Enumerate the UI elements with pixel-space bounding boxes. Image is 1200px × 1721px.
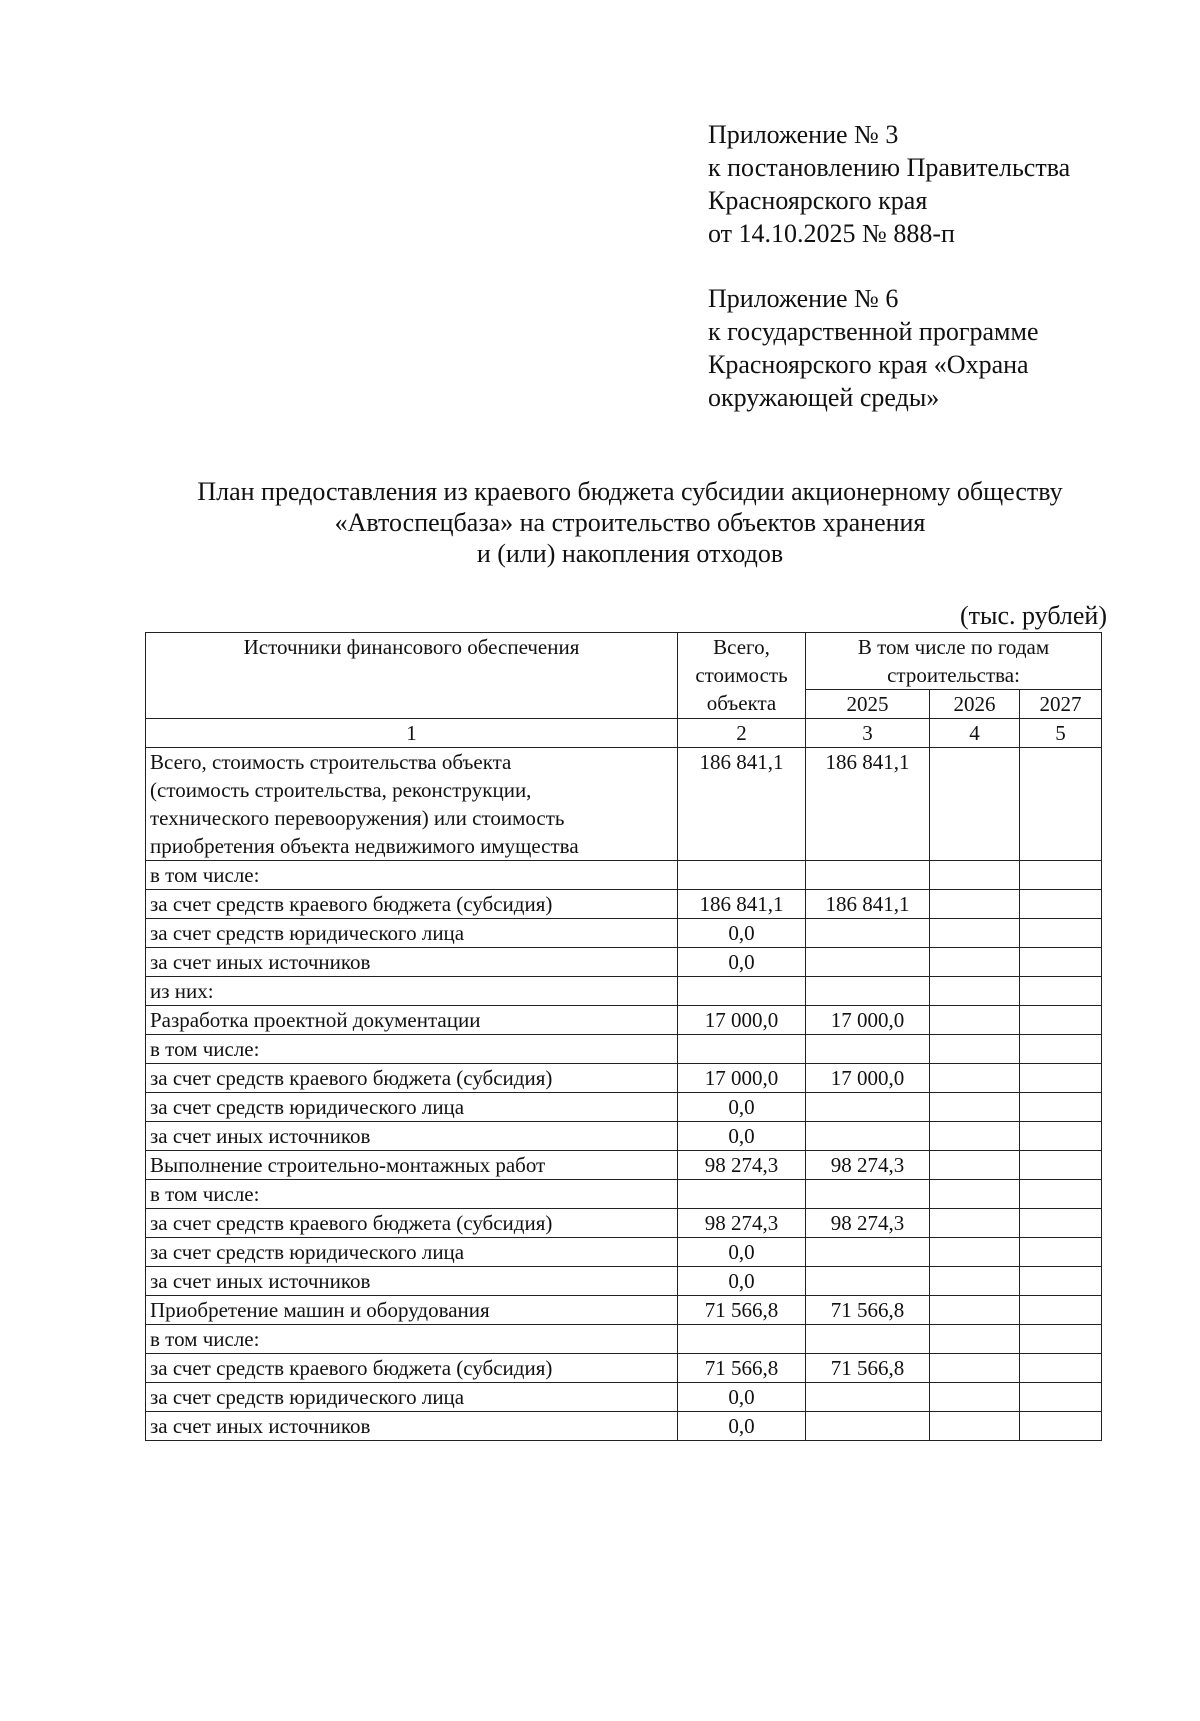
row-label	[146, 1064, 678, 1093]
title-line: «Автоспецбаза» на строительство объектов хранения	[334, 508, 926, 537]
financing-table	[145, 632, 1102, 1441]
year-2025-cell: 17 000,0	[806, 1064, 930, 1093]
units-label: (тыс. рублей)	[959, 601, 1107, 630]
year-2025-cell	[806, 948, 930, 977]
row-label	[146, 861, 678, 890]
header-total-line: объекта	[706, 691, 777, 715]
row-label-line: Выполнение строительно-монтажных работ	[150, 1153, 546, 1177]
total-cell	[678, 1035, 806, 1064]
total-cell: 0,0	[678, 1267, 806, 1296]
table-row	[146, 1209, 1102, 1238]
table-row	[146, 1093, 1102, 1122]
year-2027-cell	[1020, 1151, 1102, 1180]
header-by-years	[806, 633, 1102, 690]
row-label-line: в том числе:	[150, 1182, 260, 1206]
total-cell: 0,0	[678, 1238, 806, 1267]
row-label	[146, 1267, 678, 1296]
row-label-line: приобретения объекта недвижимого имущества	[150, 834, 579, 858]
year-2027-cell	[1020, 861, 1102, 890]
year-2027-cell	[1020, 748, 1102, 861]
year-2026-cell	[930, 1209, 1020, 1238]
year-2026-cell	[930, 1035, 1020, 1064]
row-label	[146, 1035, 678, 1064]
header-by-years-line: В том числе по годам	[857, 635, 1050, 659]
row-label-line: за счет средств юридического лица	[150, 1095, 465, 1119]
year-2025-cell	[806, 861, 930, 890]
year-2027-cell	[1020, 1180, 1102, 1209]
row-label-line: в том числе:	[150, 1037, 260, 1061]
year-2026-cell	[930, 1093, 1020, 1122]
row-label-line: в том числе:	[150, 1327, 260, 1351]
row-label-line: из них:	[150, 979, 214, 1003]
total-cell: 0,0	[678, 1383, 806, 1412]
year-2027-cell	[1020, 1209, 1102, 1238]
year-2027-cell	[1020, 1325, 1102, 1354]
row-label	[146, 1354, 678, 1383]
table-row	[146, 1122, 1102, 1151]
header-total-line: стоимость	[695, 663, 788, 687]
year-2026-cell	[930, 1151, 1020, 1180]
year-2025-cell	[806, 1267, 930, 1296]
total-cell: 17 000,0	[678, 1006, 806, 1035]
appendix-3-line: от 14.10.2025 № 888-п	[708, 219, 955, 248]
appendix-6-reference	[708, 282, 1039, 414]
row-label-line: за счет иных источников	[150, 1124, 371, 1148]
row-label-line: за счет средств краевого бюджета (субсидия)	[150, 892, 553, 916]
row-label-line: за счет средств юридического лица	[150, 921, 465, 945]
table-row	[146, 1006, 1102, 1035]
year-2025-cell: 186 841,1	[806, 890, 930, 919]
row-label	[146, 1122, 678, 1151]
year-2025-cell	[806, 1180, 930, 1209]
year-2027-cell	[1020, 948, 1102, 977]
total-cell	[678, 1180, 806, 1209]
table-row	[146, 1238, 1102, 1267]
table-row	[146, 1180, 1102, 1209]
year-2027-cell	[1020, 977, 1102, 1006]
table-body	[146, 748, 1102, 1441]
title-line: План предоставления из краевого бюджета субсидии акционерному обществу	[197, 477, 1063, 506]
appendix-3-line: к постановлению Правительства	[708, 153, 1071, 182]
table-row	[146, 1064, 1102, 1093]
table-row	[146, 1354, 1102, 1383]
appendix-6-line: Красноярского края «Охрана	[708, 350, 1029, 379]
year-2026-cell	[930, 861, 1020, 890]
year-2027-cell	[1020, 1093, 1102, 1122]
appendix-3-reference	[708, 118, 1070, 250]
year-2026-cell	[930, 1064, 1020, 1093]
year-2025-cell	[806, 1093, 930, 1122]
year-2025-cell	[806, 1238, 930, 1267]
row-label	[146, 948, 678, 977]
year-2025-cell: 98 274,3	[806, 1151, 930, 1180]
total-cell: 71 566,8	[678, 1354, 806, 1383]
total-cell: 71 566,8	[678, 1296, 806, 1325]
year-2026-cell	[930, 1325, 1020, 1354]
year-2025-cell	[806, 1325, 930, 1354]
year-2025-cell: 17 000,0	[806, 1006, 930, 1035]
row-label-line: за счет средств краевого бюджета (субсидия)	[150, 1211, 553, 1235]
year-2026-cell	[930, 919, 1020, 948]
appendix-3-line: Приложение № 3	[708, 120, 899, 149]
row-label	[146, 1238, 678, 1267]
row-label-line: за счет средств краевого бюджета (субсидия)	[150, 1066, 553, 1090]
appendix-3-line: Красноярского края	[708, 186, 928, 215]
year-2027-cell	[1020, 1296, 1102, 1325]
row-label-line: за счет средств юридического лица	[150, 1240, 465, 1264]
total-cell: 0,0	[678, 1093, 806, 1122]
total-cell: 186 841,1	[678, 890, 806, 919]
table-row	[146, 977, 1102, 1006]
total-cell	[678, 1325, 806, 1354]
year-2026-cell	[930, 1383, 1020, 1412]
row-label	[146, 1383, 678, 1412]
total-cell	[678, 861, 806, 890]
header-year-2025: 2025	[806, 690, 930, 719]
header-year-2027: 2027	[1020, 690, 1102, 719]
row-label	[146, 919, 678, 948]
total-cell: 0,0	[678, 919, 806, 948]
title-line: и (или) накопления отходов	[476, 539, 784, 568]
column-number: 2	[678, 719, 806, 748]
header-sources: Источники финансового обеспечения	[146, 633, 678, 719]
column-number: 1	[146, 719, 678, 748]
document-title	[100, 476, 1160, 569]
year-2025-cell	[806, 977, 930, 1006]
row-label	[146, 748, 678, 861]
row-label	[146, 1093, 678, 1122]
header-total-line: Всего,	[713, 635, 770, 659]
year-2026-cell	[930, 948, 1020, 977]
table-row	[146, 890, 1102, 919]
year-2025-cell	[806, 1035, 930, 1064]
year-2026-cell	[930, 1267, 1020, 1296]
year-2025-cell	[806, 1412, 930, 1441]
table-row	[146, 1035, 1102, 1064]
row-label	[146, 890, 678, 919]
row-label-line: за счет средств юридического лица	[150, 1385, 465, 1409]
year-2027-cell	[1020, 1238, 1102, 1267]
year-2026-cell	[930, 1412, 1020, 1441]
year-2026-cell	[930, 890, 1020, 919]
appendix-6-line: к государственной программе	[708, 317, 1039, 346]
table-row	[146, 1412, 1102, 1441]
total-cell: 186 841,1	[678, 748, 806, 861]
year-2027-cell	[1020, 1006, 1102, 1035]
year-2026-cell	[930, 1238, 1020, 1267]
total-cell: 98 274,3	[678, 1151, 806, 1180]
row-label	[146, 1296, 678, 1325]
column-number: 4	[930, 719, 1020, 748]
table-row	[146, 861, 1102, 890]
year-2026-cell	[930, 977, 1020, 1006]
row-label	[146, 977, 678, 1006]
table-row	[146, 1325, 1102, 1354]
row-label-line: за счет иных источников	[150, 1269, 371, 1293]
year-2027-cell	[1020, 919, 1102, 948]
table-row	[146, 1151, 1102, 1180]
row-label	[146, 1412, 678, 1441]
year-2025-cell: 98 274,3	[806, 1209, 930, 1238]
row-label-line: Приобретение машин и оборудования	[150, 1298, 490, 1322]
table-row	[146, 919, 1102, 948]
total-cell: 0,0	[678, 1122, 806, 1151]
year-2026-cell	[930, 1296, 1020, 1325]
appendix-6-line: окружающей среды»	[708, 383, 940, 412]
year-2027-cell	[1020, 1064, 1102, 1093]
header-by-years-line: строительства:	[887, 663, 1020, 687]
year-2026-cell	[930, 1006, 1020, 1035]
year-2027-cell	[1020, 890, 1102, 919]
total-cell: 0,0	[678, 948, 806, 977]
header-total	[678, 633, 806, 719]
row-label-line: за счет иных источников	[150, 1414, 371, 1438]
row-label	[146, 1151, 678, 1180]
year-2027-cell	[1020, 1354, 1102, 1383]
table-row	[146, 748, 1102, 861]
year-2027-cell	[1020, 1122, 1102, 1151]
header-year-2026: 2026	[930, 690, 1020, 719]
total-cell: 98 274,3	[678, 1209, 806, 1238]
year-2027-cell	[1020, 1383, 1102, 1412]
row-label-line: в том числе:	[150, 863, 260, 887]
row-label-line: за счет средств краевого бюджета (субсидия)	[150, 1356, 553, 1380]
table-row	[146, 1383, 1102, 1412]
table-row	[146, 1296, 1102, 1325]
row-label	[146, 1325, 678, 1354]
year-2027-cell	[1020, 1035, 1102, 1064]
row-label-line: (стоимость строительства, реконструкции,	[150, 778, 532, 802]
row-label	[146, 1209, 678, 1238]
appendix-6-line: Приложение № 6	[708, 284, 899, 313]
row-label-line: за счет иных источников	[150, 950, 371, 974]
year-2026-cell	[930, 748, 1020, 861]
year-2027-cell	[1020, 1412, 1102, 1441]
row-label	[146, 1180, 678, 1209]
row-label-line: Всего, стоимость строительства объекта	[150, 750, 512, 774]
year-2027-cell	[1020, 1267, 1102, 1296]
table-row	[146, 948, 1102, 977]
year-2026-cell	[930, 1354, 1020, 1383]
column-number: 5	[1020, 719, 1102, 748]
year-2025-cell: 186 841,1	[806, 748, 930, 861]
row-label-line: Разработка проектной документации	[150, 1008, 481, 1032]
column-number: 3	[806, 719, 930, 748]
table-row	[146, 1267, 1102, 1296]
year-2026-cell	[930, 1122, 1020, 1151]
year-2025-cell	[806, 1383, 930, 1412]
total-cell: 0,0	[678, 1412, 806, 1441]
year-2025-cell: 71 566,8	[806, 1296, 930, 1325]
total-cell	[678, 977, 806, 1006]
year-2026-cell	[930, 1180, 1020, 1209]
year-2025-cell	[806, 919, 930, 948]
row-label	[146, 1006, 678, 1035]
total-cell: 17 000,0	[678, 1064, 806, 1093]
year-2025-cell: 71 566,8	[806, 1354, 930, 1383]
row-label-line: технического перевооружения) или стоимость	[150, 806, 565, 830]
year-2025-cell	[806, 1122, 930, 1151]
